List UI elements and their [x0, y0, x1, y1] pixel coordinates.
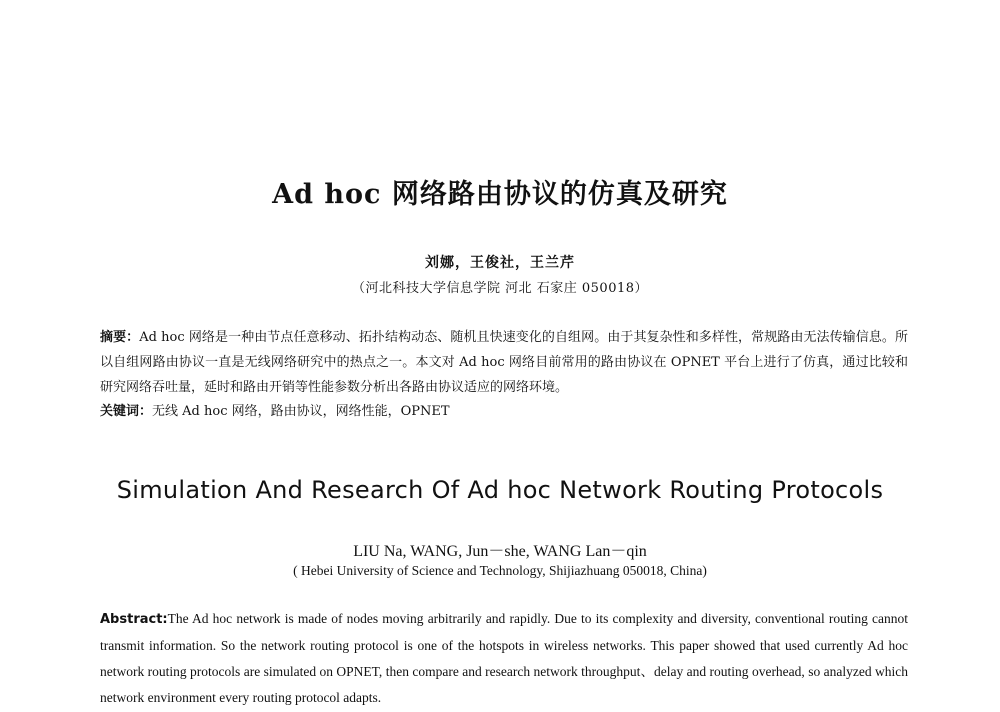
chinese-abstract-label: 摘要：: [100, 330, 140, 345]
chinese-authors: 刘娜，王俊社，王兰芹: [425, 255, 575, 271]
chinese-title: Ad hoc 网络路由协议的仿真及研究: [272, 179, 728, 210]
english-abstract-label: Abstract:: [100, 612, 168, 627]
chinese-affiliation: （河北科技大学信息学院 河北 石家庄 050018）: [351, 281, 649, 296]
chinese-keywords-text: 无线 Ad hoc 网络，路由协议，网络性能，OPNET: [152, 404, 450, 419]
chinese-abstract: [100, 325, 908, 400]
chinese-keywords: [100, 399, 908, 424]
english-authors: LIU Na, WANG, Jun－she, WANG Lan－qin: [353, 543, 647, 560]
chinese-keywords-label: 关键词：: [100, 404, 153, 419]
english-abstract: [100, 606, 908, 711]
chinese-abstract-text: Ad hoc 网络是一种由节点任意移动、拓扑结构动态、随机且快速变化的自组网。由于其复杂性和多样性，常规路由无法传输信息。所以自组网路由协议一直是无线网络研究中的热点之一。本文对 Ad hoc 网络目前常用的路由协议在 OPNET 平台上进行了仿真，通过比较和研究网络吞吐量，延时和路由开销等性能参数分析出各路由协议适应的网络环境。: [100, 330, 908, 395]
english-abstract-text: The Ad hoc network is made of nodes moving arbitrarily and rapidly. Due to its complexity and diversity, conventional routing cannot transmit information. So the network routing protocol is one of the hotspots in wireless networks. This paper showed that used currently Ad hoc network routing protocols are simulated on OPNET, then compare and research network throughput、delay and routing overhead, so analyzed which network environment every routing protocol adapts.: [100, 611, 908, 705]
english-affiliation: ( Hebei University of Science and Technology, Shijiazhuang 050018, China): [293, 563, 707, 578]
english-title: Simulation And Research Of Ad hoc Network Routing Protocols: [116, 476, 884, 504]
